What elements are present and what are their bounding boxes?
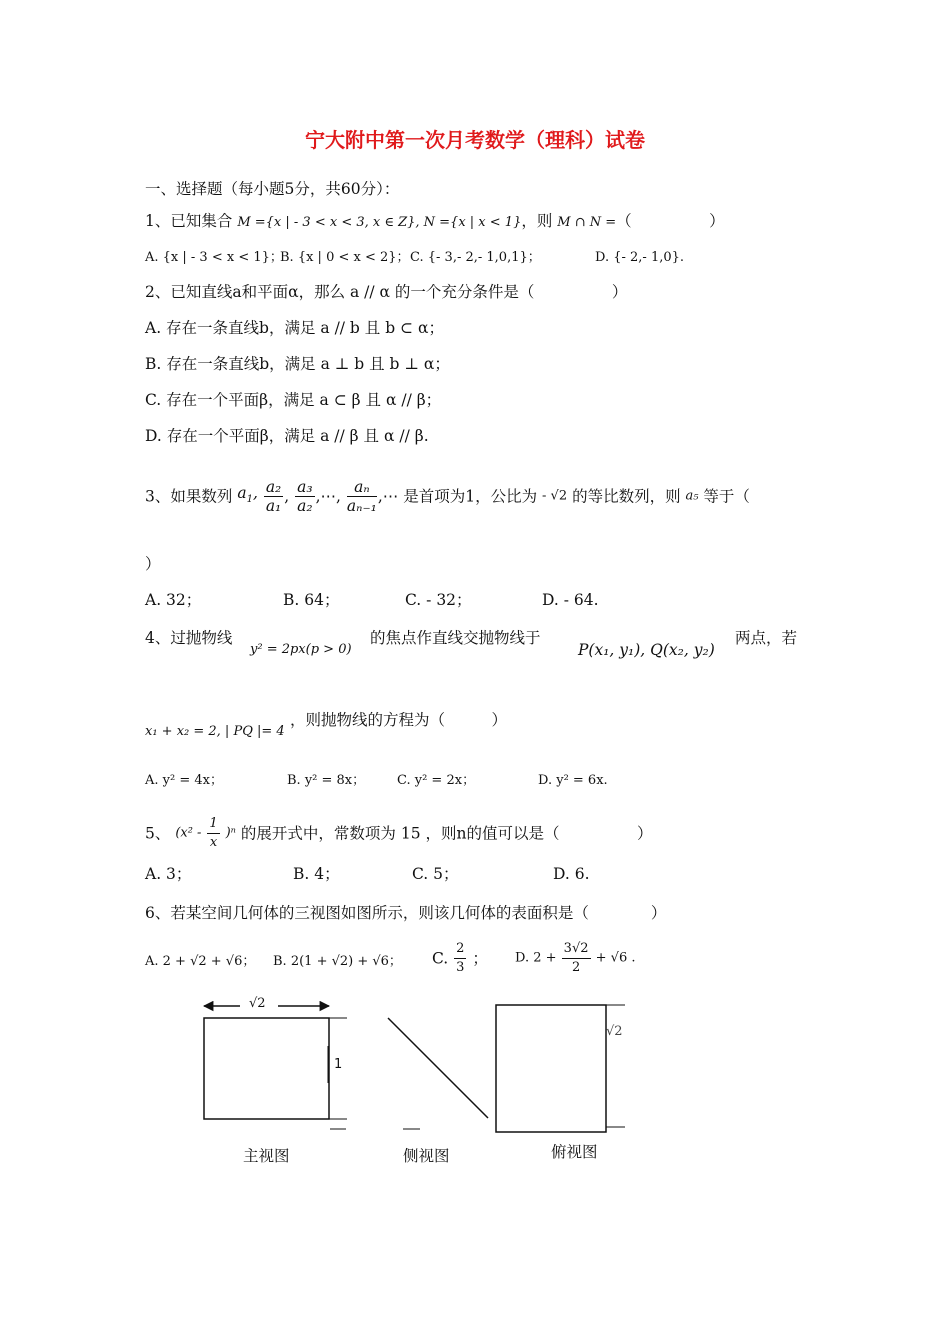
front-view-rect [204, 1018, 329, 1119]
q5-stem-text-3: ，则n的值可以是（ ） [425, 824, 653, 843]
q4-option-d: D. y² = 6x. [538, 773, 608, 788]
q3-frac-n-den: aₙ₋₁ [346, 497, 377, 515]
q3-frac-n-num: aₙ [347, 478, 377, 497]
q4-parabola-equation: y² = 2px(p > 0) [250, 642, 352, 657]
section-heading: 一、选择题（每小题5分，共60分）： [145, 180, 400, 198]
side-view [388, 1018, 488, 1129]
q3-close-paren: ） [145, 555, 161, 573]
q4-option-c: C. y² = 2x； [397, 773, 476, 788]
q3-frac-2-den: a₁ [265, 497, 282, 515]
q5-option-a: A. 3； [145, 865, 192, 883]
q1-option-b: B. {x | 0 < x < 2}； [280, 250, 410, 265]
q2-option-b: B. 存在一条直线b，满足 a ⊥ b 且 b ⊥ α； [145, 355, 450, 373]
q1-answer-blank: （ ） [616, 212, 725, 230]
q5-frac-den: x [209, 835, 218, 850]
q5-expr-right: )ⁿ [225, 825, 236, 841]
q6-option-a: A. 2 + √2 + √6； [145, 954, 256, 969]
side-view-diagonal [388, 1018, 488, 1118]
question-6-stem: 6、若某空间几何体的三视图如图所示，则该几何体的表面积是（ ） [145, 904, 667, 922]
q4-option-a: A. y² = 4x； [145, 773, 223, 788]
q3-ratio: - √2 [542, 488, 568, 504]
page-title: 宁大附中第一次月考数学（理科）试卷 [305, 128, 645, 152]
q3-seq-a1-symbol: a [237, 483, 247, 502]
question-3-stem: 3、如果数列 $a_1$, $\frac{\text{a₂}}{\text{a₁}}$ , $\frac{\text{a₃}}{\text{a₂}}$ ,⋯, $\frac{\text{aₙ}}{\text{aₙ₋₁}}$ ,⋯ 是首项为1，公比为 - √2 的等比数列，则 a₅ 等于（ [145, 478, 750, 515]
q2-option-a: A. 存在一条直线b，满足 a // b 且 b ⊂ α； [145, 319, 444, 337]
q1-stem-text-2: ，则 [521, 212, 553, 230]
q5-option-b: B. 4； [293, 865, 340, 883]
q3-option-b: B. 64； [283, 591, 340, 609]
q1-set-expression: M ={x | - 3 < x < 3, x ∈ Z}, N ={x | x < 1} [237, 215, 522, 230]
q6-option-d-label: D. 2 + [515, 950, 557, 966]
top-view-caption: 俯视图 [551, 1143, 598, 1161]
q6-option-c-num: 2 [454, 940, 466, 959]
q4-stem-text: 4、过抛物线 [145, 629, 233, 647]
top-view-mark-label: √2 [606, 1024, 623, 1039]
q3-option-d: D. - 64. [542, 591, 599, 609]
q1-option-d: D. {- 2,- 1,0}. [595, 250, 685, 265]
q3-frac-3-num: a₃ [297, 478, 313, 496]
q3-seq-a1-sub: 1 [246, 494, 253, 506]
q5-option-d: D. 6. [553, 865, 590, 883]
q3-ellipsis: ,⋯, [315, 487, 341, 506]
q3-a5: a₅ [685, 488, 699, 504]
q3-seq-a1: $a_1$, [237, 483, 258, 506]
q3-stem-text-4: 等于（ [703, 487, 750, 506]
width-mark-label: √2 [249, 996, 266, 1011]
q4-stem-text-3: 两点，若 [735, 629, 798, 647]
q6-option-c-label: C. [432, 949, 449, 968]
q4-points: P(x₁, y₁), Q(x₂, y₂) [578, 641, 715, 659]
top-view-rect [496, 1005, 606, 1132]
q2-option-c: C. 存在一个平面β，满足 a ⊂ β 且 α // β； [145, 391, 442, 409]
q6-option-d-end: + √6 . [595, 950, 636, 966]
front-view [204, 1006, 347, 1129]
q3-stem-text-3: 的等比数列，则 [572, 487, 681, 506]
q3-stem-text: 3、如果数列 [145, 487, 233, 506]
q5-frac-num: 1 [207, 815, 219, 834]
front-view-caption: 主视图 [243, 1147, 290, 1165]
q5-expr-left: (x² - [175, 825, 202, 841]
q5-stem-text-2: 的展开式中，常数项为 [240, 824, 396, 843]
q3-frac-2-num: a₂ [265, 478, 282, 496]
q5-constant: 15 [400, 824, 421, 843]
q3-stem-text-2: 是首项为1，公比为 [403, 487, 538, 506]
q4-condition: x₁ + x₂ = 2, | PQ |= 4 [145, 724, 285, 739]
q6-option-d-num: 3√2 [562, 940, 591, 959]
q6-option-c-den: 3 [456, 960, 465, 975]
q6-option-d-den: 2 [571, 960, 581, 975]
q5-option-c: C. 5； [412, 865, 459, 883]
q3-tail: ,⋯ [377, 487, 399, 506]
q6-option-c-end: ； [472, 949, 488, 968]
q3-option-a: A. 32； [145, 591, 202, 609]
q2-option-d: D. 存在一个平面β，满足 a // β 且 α // β. [145, 427, 429, 445]
side-view-caption: 侧视图 [403, 1147, 450, 1165]
q1-intersection: M ∩ N = [557, 215, 617, 230]
q4-stem-text-4: ，则抛物线的方程为（ ） [290, 711, 508, 729]
q4-stem-text-2: 的焦点作直线交抛物线于 [370, 629, 541, 647]
q6-option-b: B. 2(1 + √2) + √6； [273, 954, 402, 969]
q1-stem-text: 1、已知集合 [145, 212, 233, 230]
question-2-stem: 2、已知直线a和平面α，那么 a // α 的一个充分条件是（ ） [145, 283, 628, 301]
height-mark-label: 1 [334, 1057, 343, 1072]
q1-option-c: C. {- 3,- 2,- 1,0,1}； [410, 250, 541, 265]
q1-option-a: A. {x | - 3 < x < 1}； [145, 250, 283, 265]
q4-option-b: B. y² = 8x； [287, 773, 366, 788]
q5-stem-text: 5、 [145, 824, 171, 843]
q3-frac-3-den: a₂ [297, 497, 313, 515]
q3-option-c: C. - 32； [405, 591, 472, 609]
